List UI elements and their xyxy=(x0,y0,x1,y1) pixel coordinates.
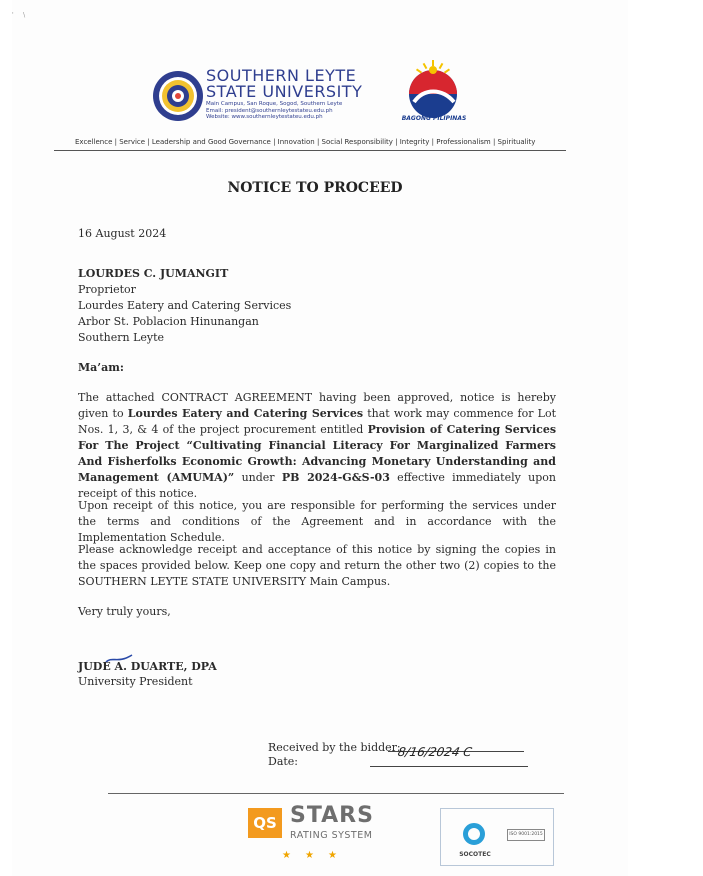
p1-text-g: effective immediately upon receipt of this notice. xyxy=(78,471,557,500)
core-values: Excellence | Service | Leadership and Good Governance | Innovation | Social Responsibility | Integrity | Professionalism | Spirituality xyxy=(75,138,536,146)
iso-label: ISO 9001:2015 xyxy=(507,829,545,841)
recipient-business: Lourdes Eatery and Catering Services xyxy=(78,299,292,312)
p1-reference-no: PB 2024-G&S-03 xyxy=(281,471,390,484)
closing: Very truly yours, xyxy=(78,605,171,618)
socotec-name: SOCOTEC xyxy=(459,851,491,858)
website-line: Website: www.southernleytestateu.edu.ph xyxy=(206,114,323,120)
scan-specks: ' \ xyxy=(12,12,26,19)
p1-text-c: that work may commence for Lot Nos. 1, 3, & 4 of the project procurement entitled xyxy=(78,407,557,436)
p1-text-a: The attached CONTRACT AGREEMENT having been approved, notice is hereby given to xyxy=(78,391,556,420)
p1-text-e: under xyxy=(234,471,282,484)
bagong-pilipinas-label: BAGONG PILIPINAS xyxy=(401,115,467,122)
p1-project-title: Provision of Catering Services For The Project “Cultivating Financial Literacy For Marginalized Farmers And Fisherfolks Economic Growth: Advancing Monetary Understanding and Management (AMUMA)” xyxy=(78,423,557,484)
signatory-name: JUDE A. DUARTE, DPA xyxy=(78,660,217,673)
star-rating-icons xyxy=(282,850,351,861)
university-name-line2: STATE UNIVERSITY xyxy=(206,82,363,101)
university-name-line1: SOUTHERN LEYTE xyxy=(206,66,357,85)
notice-title: NOTICE TO PROCEED xyxy=(227,180,403,196)
university-contact xyxy=(206,101,342,121)
qs-stars-wordmark: STARS xyxy=(290,803,374,828)
university-name xyxy=(206,68,362,100)
qs-rating-system-label: RATING SYSTEM xyxy=(290,830,373,841)
qs-logo-icon: QS xyxy=(248,808,282,838)
socotec-certification-badge xyxy=(440,808,554,866)
letter-date: 16 August 2024 xyxy=(78,227,167,240)
handwritten-date: 8/16/2024 C xyxy=(396,745,473,759)
paragraph-notice xyxy=(78,390,556,502)
paragraph-acknowledge: Please acknowledge receipt and acceptance of this notice by signing the copies in the spaces provided below. Keep one copy and return the other two (2) copies to the SOUTHERN LEYTE STATE UNIVERSITY Main Campus. xyxy=(78,543,556,588)
star-icon: ★ xyxy=(327,850,351,861)
salutation: Ma’am: xyxy=(78,361,124,374)
received-by-label: Received by the bidder: xyxy=(268,741,401,754)
signatory-title: University President xyxy=(78,675,193,688)
p1-bidder-name: Lourdes Eatery and Catering Services xyxy=(127,407,364,420)
recipient-position: Proprietor xyxy=(78,283,136,296)
paragraph-responsibility: Upon receipt of this notice, you are responsible for performing the services under the terms and conditions of the Agreement and in accordance with the Implementation Schedule. xyxy=(78,499,556,544)
address-line: Main Campus, San Roque, Sogod, Southern Leyte xyxy=(206,101,343,107)
university-seal-icon xyxy=(152,70,204,122)
receipt-block xyxy=(268,741,401,769)
email-line: Email: president@southernleytestateu.edu.ph xyxy=(206,107,333,114)
recipient-street: Arbor St. Poblacion Hinunangan xyxy=(78,315,259,328)
date-label: Date: xyxy=(268,755,299,768)
received-date-line xyxy=(370,766,528,767)
star-icon: ★ xyxy=(282,850,305,861)
star-icon: ★ xyxy=(304,850,328,861)
header-divider xyxy=(54,150,566,151)
recipient-province: Southern Leyte xyxy=(78,331,165,344)
socotec-ring-icon xyxy=(463,823,485,845)
recipient-name: LOURDES C. JUMANGIT xyxy=(78,267,229,280)
footer-divider xyxy=(108,793,564,794)
